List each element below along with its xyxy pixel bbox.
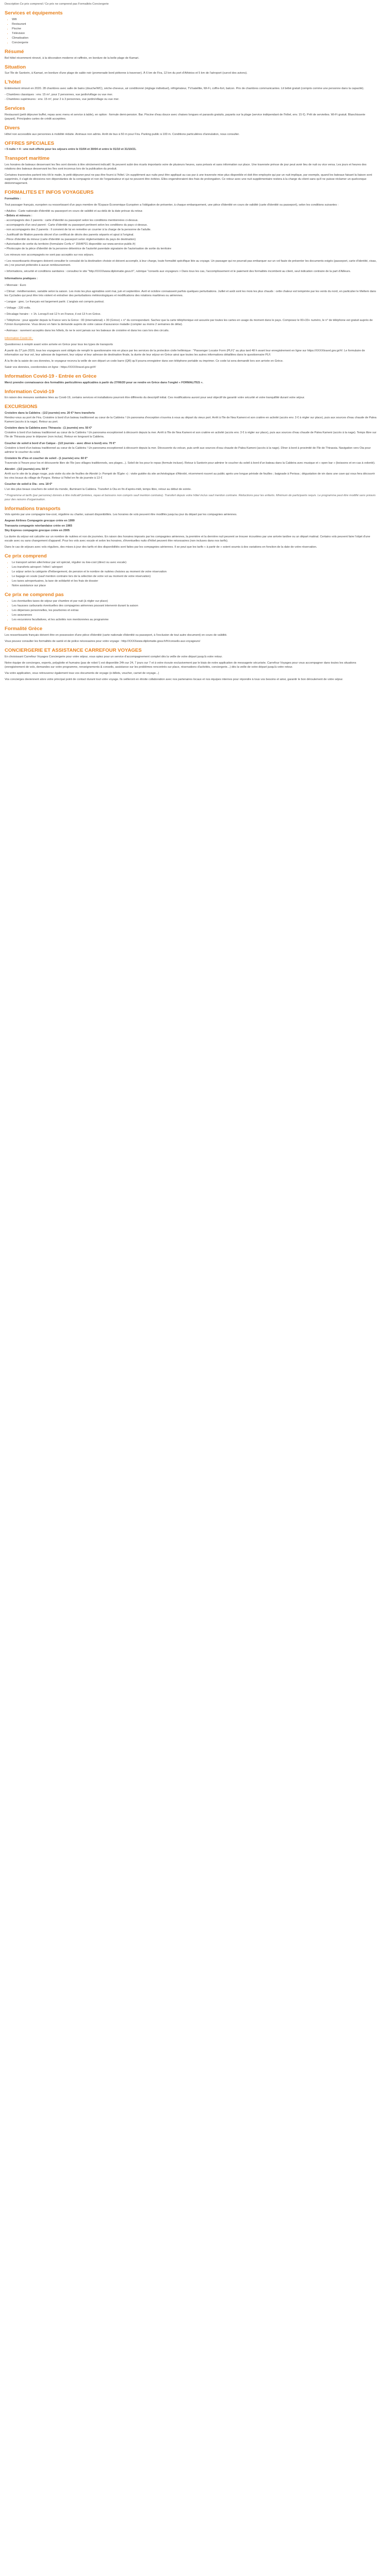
pratiques-voltage: • Voltage : 220 volts. (5, 306, 31, 310)
covid-info-title: Information Covid-19 (5, 388, 54, 395)
excursion-text: Croisière à bord d'un bateau traditionnel au cœur de la Caldeira ! Un panorama exceptionnel à découvrir depuis la mer. Découverte du volcan, puis arrêt aux sources d'eau chaude de Palea Kameni (accès à la nage). Dîner à bord à proximité de l'île de Thirassia. Navigation vers Oia pour admirer le coucher du soleil. (5, 446, 371, 454)
formalites-b6: • Autorisation de sortie du territoire (formulaire Cerfa n° 15646*01 disponible sur www.service-public.fr) (5, 242, 136, 246)
prix-ne-comprend-item: • Les dépenses personnelles, les pourboires et extras (12, 608, 377, 613)
prix-comprend-item: • Les taxes aéroportuaires, la taxe de solidarité et les frais de dossier (12, 579, 377, 583)
prix-comprend-title: Ce prix comprend (5, 553, 47, 560)
hotel-rooms-classic: - Chambres classiques : env. 15 m², pour 2 personnes, vue jardin/village ou vue mer. (5, 93, 113, 97)
resume-text: Bel hôtel récemment rénové, à la décoration moderne et raffinée, en bordure de la belle plage de Kamari. (5, 56, 139, 60)
pratiques-climat: • Climat : méditerranéen, variable selon la saison. Les mois les plus agréables sont mai, juin et septembre. Avril et octobre connaissent parfois quelques perturbations. Juillet et août sont les mois les plus chauds : cette chaleur est tempérée par les vents du nord, en particulier le Meltem dans les Cyclades qui peut être très violent et entraîner des perturbations météorologiques et modifications des rotations maritimes ou aériennes. (5, 290, 377, 297)
hotel-rooms-superior: - Chambres supérieures : env. 15 m², pour 2 à 3 personnes, vue jardin/village ou vue mer. (5, 98, 120, 101)
formalites-b2: - accompagnés d'un seul parent : Carte d'identité ou passeport pertinent selon les conditions du pays ci-dessus. (5, 224, 148, 227)
excursion-text: Arrêt sur le site de la plage rouge, puis visite du site de fouilles de Akrotiri (« Pompéi de l'Égée ») : visite guidée du site archéologique d'Akrotiri, récemment rouvert au public après une longue période de fouilles ; baignade à Perissa ; dégustation de vin dans une cave qui vous fera découvrir les vins locaux du village de Pyrgos. Retour à l'hôtel en fin de journée à 13 € (5, 472, 375, 480)
covid-info-section (5, 389, 377, 400)
excursions-title: EXCURSIONS (5, 404, 38, 410)
services-item: • Piscine (12, 27, 377, 31)
hotel-section (5, 79, 377, 101)
conciergerie-p3: Via votre application, vous retrouverez également tous vos documents de voyage (e-billets, voucher, carnet de voyage...) (5, 671, 159, 675)
conciergerie-p1: En choisissant Carrefour Voyages Conciergerie pour votre séjour, vous optez pour un service d'accompagnement complet dès la veille de votre départ jusqu'à votre retour. (5, 655, 223, 658)
formalites-label: Formalités : (5, 197, 21, 200)
formalites-title: FORMALITES ET INFOS VOYAGEURS (5, 190, 94, 196)
prix-ne-comprend-item: • Les éventuelles taxes de séjour par chambre et par nuit (à régler sur place) (12, 599, 377, 603)
prix-comprend-item: • Le transport aérien aller/retour par vol spécial, régulier ou low-cost (direct ou avec escale) (12, 561, 377, 565)
pratiques-monnaie: • Monnaie : Euro (5, 283, 26, 287)
prix-comprend-item: • Le séjour selon la catégorie d'hébergement, de pension et le nombre de nuitées choisies au moment de votre réservation (12, 570, 377, 574)
services-item: • Télévision (12, 31, 377, 36)
airline-3: Sky Express compagnie grecque créée en 2005 (5, 529, 70, 532)
top-description: Description Ce prix comprend / Ce prix ne comprend pas Formalités Conciergerie (5, 3, 109, 6)
formalites-b3: - non accompagnés des 2 parents : Il convient de lui en remettre un courrier à la charge de la personne de l'adulte. (5, 228, 152, 232)
pratiques-telephone: • Téléphone : pour appeler depuis la France vers la Grèce : 00 (international) + 30 (Grèce) + n° du correspondant. Sachez que la carte téléphonique est assurée par toutes les cartes en usage du moment dans le pays. Composez le 00+33+ numéro, le n° de téléphone est gratuit auprès de l'Union Européenne. Vous devez en faire la demande auprès de votre caisse d'assurance maladie (compter au moins 2 semaines de délai). (5, 319, 373, 327)
formalite-grece-p2: Vous pouvez consulter les formalités de santé et de police nécessaires pour votre voyage : http://XXXXwww.diplomatie.gouv.fr/fr/conseils-aux-voyageurs/ (5, 639, 201, 643)
resume-section (5, 49, 377, 60)
pratiques-animaux: • Animaux : rarement acceptés dans les hôtels, ils ne le sont jamais sur les bateaux de croisière et dans les cars lors des circuits. (5, 329, 170, 333)
prix-comprend-item: • Les transferts aéroport / hôtel / aéroport (12, 565, 377, 569)
prix-comprend-item: • Notre assistance sur place (12, 584, 377, 588)
covid-entree-text: Merci prendre connaissance des formalités particulières applicables à partir du 27/06/20 pour se rendre en Grèce dans l'onglet « FORMALITES ». (5, 381, 203, 384)
transports-info-section (5, 506, 377, 549)
services-item: • Wifi (12, 18, 377, 22)
resume-title: Résumé (5, 49, 24, 55)
services-item: • Restaurant (12, 22, 377, 26)
prix-comprend-section (5, 553, 377, 588)
pratiques-langue: • Langue : grec. Le français est largement parlé. L'anglais est compris partout. (5, 300, 105, 303)
conciergerie-p2: Notre équipe de concierges, experts, polyglotte et humains (pas de robot !) est disponible 24h sur 24, 7 jours sur 7 et à votre écoute exclusivement par le biais de notre application de messagerie sécurisée. Carrefour Voyages pour vous accompagner dans toutes les situations (enregistrement de vols, demandes sur votre programme, renseignements & conseils, assistance sur les problèmes rencontrés sur place, réservations d'activités, conciergerie...) dès la veille de votre départ jusqu'à votre retour. (5, 661, 356, 669)
excursion-text: Traversée à l'heure pour Ios et découverte libre de l'île (ses villages traditionnels, ses plages...). Soleil de Ios pour le repas (formule incluse). Retour à Santorin pour admirer le coucher du soleil à bord d'un bateau dans la Caldeira avec musique et « open bar » (boissons et en-cas à volonté). (5, 462, 376, 465)
prix-ne-comprend-list (5, 599, 377, 622)
hotel-title: L'hôtel (5, 79, 21, 86)
excursion-name: Coucher de soleil à bord d'un Caïque - (1/2 journée - avec dîner à bord) env. 70 €* (5, 442, 116, 445)
conciergerie-p4: Vos concierges deviennent alors votre principal point de contact durant tout votre voyage. Ils veilleront en étroite collaboration avec nos partenaires locaux et nos équipes internes pour répondre à tous vos besoins et ainsi, garantir le bon déroulement de votre séjour. (5, 678, 344, 681)
formalites-p3: • Les ressortissants étrangers doivent consulter le consulat de la destination choisie et doivent accomplir, à leur charge, toute formalité spécifique liée au voyage. Un passager qui ne pourrait pas embarquer sur un vol faute de présenter les documents exigés (passeport, carte d'identité, visas, etc.) ne pourrait prétendre à aucun remboursement. (5, 260, 377, 267)
excursions-section (5, 404, 377, 501)
covid-entree-title: Information Covid-19 - Entrée en Grèce (5, 374, 97, 380)
services-list (5, 18, 377, 45)
excursions-note: * Programme et tarifs (par personne) donnés à titre indicatif (entrées, repas et boissons non compris sauf mention contraire). Transfert depuis votre hôtel inclus sauf mention contraire. Réductions pour les enfants. Minimum de participants requis. Le programme peut être modifié sans préavis pour des raisons d'organisation. (5, 494, 376, 501)
page (0, 0, 382, 689)
situation-section (5, 64, 377, 76)
offres-section (5, 141, 377, 152)
formalites-p1: Tout passager français, européen ou ressortissant d'un pays membre de l'Espace Économique Européen a l'obligation de présenter, à chaque embarquement, une pièce d'identité en cours de validité (carte d'identité ou passeport), selon les conditions suivantes : (5, 203, 339, 207)
prix-ne-comprend-title: Ce prix ne comprend pas (5, 592, 64, 598)
formalites-b4: - Justificatif de filiation parents décret d'un certificat de décès des parents séparés et ajout à l'original. (5, 233, 134, 236)
formalites-b7: • Photocopie de la pièce d'identité de la personne détentrice de l'autorité parentale signataire de l'autorisation de sortie du territoire (5, 247, 171, 250)
transport-title: Transport maritime (5, 156, 50, 162)
airline-2: Transavia compagnie néerlandaise créée en 1965 (5, 524, 72, 528)
covid-section (5, 336, 377, 370)
covid-p2: À partir du 27 juin 2020, tous les voyageurs sont obligés de remplir le questionnaire mis en place par les services de la protection civile hellénique : "Passenger Locator Form (PLF)" au plus tard 48 h avant leur enregistrement en ligne sur https://XXXXtravel.gov.gr/#/. Le formulaire de information sur leur vol, leur adresse de logement, leur séjour et leur adresse de destination finale, la durée de leur séjour en Grèce ainsi que toutes les autres informations détaillées dans le questionnaire PLF. (5, 349, 365, 357)
covid-p3: À la fin de la saisie de ces données, le voyageur recevra la veille de son départ un code barre (QR) qu'il pourra enregistrer dans son téléphone portable ou imprimer. Ce code lui sera demandé lors son arrivée en Grèce. (5, 359, 284, 363)
covid-p4: Saisir vos données, coordonnées en ligne : https://XXXXtravel.gov.gr/#/ (5, 366, 96, 369)
prix-comprend-list (5, 561, 377, 588)
prix-ne-comprend-item: • Les excursions facultatives, et les activités non mentionnées au programme (12, 618, 377, 622)
divers-section (5, 125, 377, 137)
formalites-b1: - accompagnés des 2 parents : carte d'identité ou passeport selon les conditions mentionnées ci-dessus. (5, 219, 139, 223)
pratiques-title: Informations pratiques : (5, 277, 38, 281)
services-equipements-section (5, 10, 377, 45)
pratiques-section (5, 277, 377, 333)
hotel-text: Entièrement rénové en 2020. 28 chambres avec salle de bains (douche/WC), sèche-cheveux, air conditionné (réglage individuel), réfrigérateur, TV/satellite, Wi-Fi, coffre-fort, balcon. Prix de chambres communicantes. Lit bébé gratuit (compris comme une personne dans la capacité). (5, 87, 364, 90)
transports-info-p3: Dans le cas de séjours avec vols réguliers, des mises à jour des tarifs et des disponibilités sont faites par les compagnies aériennes. Il se peut que les tarifs « à partir de » soient soumis à des variations en fonction de la date de votre réservation. (5, 546, 317, 549)
formalite-grece-p1: Les ressortissants français doivent être en possession d'une pièce d'identité (carte nationale d'identité ou passeport, à l'exclusion de tout autre document) en cours de validité. (5, 633, 227, 637)
services-equipements-title: Services et équipements (5, 10, 63, 16)
excursion-name: Croisière île d'Ios et coucher de soleil - (1 journée) env. 60 €* (5, 456, 88, 460)
transport-p1: Les horaires de bateaux desservant les îles sont donnés à titre strictement indicatif. Ils peuvent subir des écarts importants voire de plusieurs heures, sans préavis et sans information sur place. Une traversée prévue de jour peut avoir lieu de nuit ou vice versa. Les jours et heures des rotations des bateaux desservant les îles sont inconnus lors de la publication du produit. (5, 163, 367, 171)
transport-p2: Certaines traversées partent très tôt le matin, le petit-déjeuner peut ne pas être fourni à l'hôtel. Un supplément aux nuits peut être appliqué au cas par à une traversée mise plus disponible et doit être employée qui par un nuit implique, par exemple, quand les bateaux faisant la liaison sont supprimés, il s'agit de décisions non dépendantes de la compagnie et non de l'organisateur et qui ne peuvent être évitées. Elles engendreraient des frais de prolongation. Ce retour avec une nuit supplémentaire restera à la charge du client sans qu'il ne puisse réclamer un quelconque dédommagement. (5, 173, 372, 185)
services-item: • Climatisation (12, 36, 377, 40)
excursion-name: Croisière dans la Caldeira avec Thirassia - (1 journée) env. 50 €* (5, 427, 92, 430)
excursion-name: Coucher de soleil à Oia - env. 18 €* (5, 483, 53, 486)
prix-ne-comprend-section (5, 592, 377, 622)
formalite-grece-title: Formalité Grèce (5, 626, 43, 632)
transports-info-text: Vols opérés par une compagnie low-cost, régulière ou charter, suivant disponibilités. Les horaires de vols peuvent être modifiés jusqu'au jour du départ par les compagnies aériennes. (5, 513, 237, 517)
formalites-b5: - Pièce d'identité du mineur (carte d'identité ou passeport selon réglementation du pays de destination) (5, 238, 136, 241)
formalites-adultes: • Adultes : Carte nationale d'identité ou passeport en cours de validité et au-delà de la date prévue du retour. (5, 210, 143, 213)
services-item: • Conciergerie (12, 41, 377, 45)
services-text-title: Services (5, 106, 25, 112)
situation-text: Sur l'île de Santorin, à Kamari, en bordure d'une plage de sable noir (promenade bord piétonne à traverser). À 6 km de Fira, 12 km du port d'Athinios et 5 km de l'aéroport (survol des avions). (5, 72, 248, 75)
transports-info-p2: La durée du séjour est calculée sur un nombre de nuitées et non de journées. En raison des horaires imposés par les compagnies aériennes, la première et la dernière nuit peuvent se trouver écourtées par une arrivée tardive ou un départ matinal. Certains vols peuvent faire l'objet d'une escale avec ou sans changement d'appareil. Pour les vols avec escale et selon les horaires, d'éventuelles nuits d'hôtel peuvent être nécessaires (non incluses dans nos tarifs). (5, 535, 370, 543)
situation-title: Situation (5, 64, 26, 70)
transports-info-title: Informations transports (5, 505, 61, 512)
prix-comprend-item: • Le bagage en soute (sauf mention contraire lors de la sélection de votre vol au moment de votre réservation) (12, 574, 377, 579)
covid-p1: Questionnez à remplir avant votre arrivée en Grèce pour tous les types de transports (5, 343, 113, 346)
services-text: Restaurant (petit déjeuner buffet, repas avec menu et service à table), en option : formule demi-pension. Bar. Piscine d'eau douce avec chaises longues et parasols gratuits, payants sur la plage (service indépendant de l'hôtel, env. 15 €). Prêt de serviettes. Wi-Fi gratuit. Blanchisserie (payant). Principales cartes de crédit acceptées. (5, 113, 366, 121)
excursion-text: Croisière à bord d'un bateau traditionnel au cœur de la Caldeira ! Un panorama exceptionnel à découvrir depuis la mer. Arrêt à l'île de Nea Kameni et son cratère en activité (accès env. 3 € à régler sur place), puis aux sources d'eau chaude de Palea Kameni (accès à la nage). Temps libre sur l'île de Thirassia pour le déjeuner (non inclus). Retour en longeant la Caldeira. (5, 431, 377, 439)
offres-title: OFFRES SPECIALES (5, 140, 54, 146)
conciergerie-title: CONCIERGERIE ET ASSISTANCE CARREFOUR VOYAGES (5, 648, 142, 654)
airline-1: Aegean Airlines Compagnie grecque créée en 1999 (5, 519, 75, 523)
conciergerie-section (5, 648, 377, 682)
covid-info-text: En raison des mesures sanitaires liées au Covid-19, certains services et installations pourront être différents du descriptif initial. Ces modifications auront pour seul objectif de garantir votre sécurité et votre tranquillité durant votre séjour. (5, 396, 305, 400)
offres-text: • 5 nuits = 4 : une nuit offerte pour les séjours entre le 01/04 et 30/04 et entre le 01/10 et 31/10/21. (5, 148, 137, 151)
divers-text: Hôtel non accessible aux personnes à mobilité réduite. Animaux non admis. Arrêt de bus à 50 m pour Fira. Parking public à 100 m. Conditions particulières d'annulation, nous consulter. (5, 132, 240, 136)
excursion-name: Akrotiri - (1/2 journée) env. 50 €* (5, 468, 49, 471)
covid-title: Information Covid-19 : (5, 336, 34, 340)
prix-ne-comprend-item: • Les assurances (12, 613, 377, 617)
prix-ne-comprend-item: • Les hausses carburants éventuelles des compagnies aériennes pouvant intervenir durant la saison (12, 604, 377, 608)
formalite-grece-section (5, 626, 377, 643)
excursion-text: Rendez-vous au port de Fira. Croisière à bord d'un bateau traditionnel au cœur de la Caldeira ! Un panorama d'exception s'ouvrira à vous au départ du vieux port. Arrêt à l'île de Nea Kameni et son cratère en activité (accès env. 3 € à régler sur place), puis aux sources d'eau chaude de Palea Kameni (accès à la nage). Retour au port. (5, 416, 377, 424)
divers-title: Divers (5, 125, 20, 131)
pratiques-decalage: • Décalage horaire : + 1h. Lorsqu'il est 12 h en France, il est 13 h en Grèce. (5, 313, 101, 316)
services-text-section (5, 106, 377, 121)
formalites-section (5, 190, 377, 274)
excursion-name: Croisière dans la Caldeira - (1/2 journée) env. 20 €* hors transferts (5, 411, 95, 415)
excursion-text: L'un des plus beaux couchers de soleil du monde, illuminant la Caldeira. Transfert à Oia en fin d'après-midi, temps libre, retour au début de soirée. (5, 487, 192, 491)
covid-entree-section (5, 374, 377, 385)
formalites-p2: Les mineurs non accompagnés ne sont pas acceptés sur nos séjours. (5, 253, 94, 257)
formalites-bebes: • Bébés et mineurs : (5, 214, 32, 218)
transport-section (5, 156, 377, 185)
formalites-p4: • Informations, sécurité et conditions sanitaires : consultez le site "http://XXXXwww.diplomatie.gouv.fr", rubrique "conseils aux voyageurs > Dans tous les cas, l'accomplissement et le paiement des formalités incombent au client, seul indication contraire de la part d'Ailleurs. (5, 270, 351, 274)
